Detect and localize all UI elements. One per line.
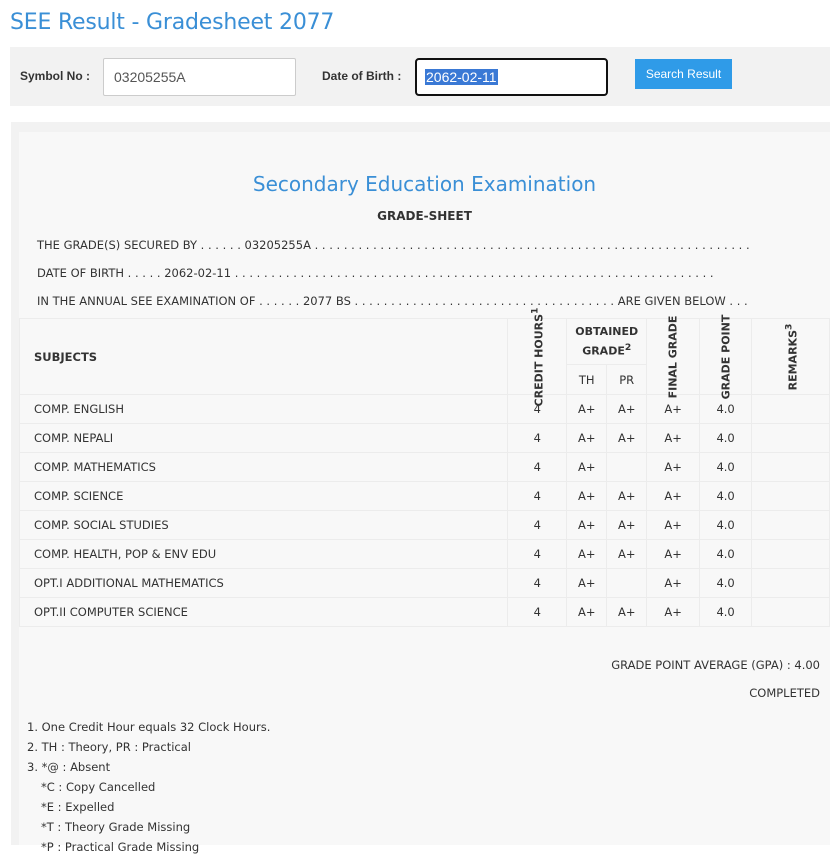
info-line-dob: DATE OF BIRTH . . . . . 2062-02-11 . . . . . . . . . . . . . . . . . . . . . . . . . . . . . . . . . . . . . . . . . . . . . . . . . . . . . . . . . . . . . . . . . .: [37, 266, 714, 280]
result-status: COMPLETED: [749, 686, 820, 700]
table-row: [20, 598, 830, 627]
dob-label: Date of Birth :: [322, 69, 402, 83]
exam-title: Secondary Education Examination: [252, 172, 597, 196]
footnote-practical-missing: *P : Practical Grade Missing: [41, 840, 200, 854]
subject-cell: COMP. MATHEMATICS: [20, 453, 508, 482]
subject-cell: COMP. NEPALI: [20, 424, 508, 453]
gp-cell: 4.0: [700, 424, 752, 453]
table-row: [20, 569, 830, 598]
th-cell: A+: [567, 424, 607, 453]
header-pr: PR: [607, 365, 647, 395]
footnote-theory-missing: *T : Theory Grade Missing: [41, 820, 191, 834]
table-row: [20, 482, 830, 511]
subject-cell: COMP. SOCIAL STUDIES: [20, 511, 508, 540]
credit-cell: 4: [508, 569, 567, 598]
header-grade-point-text: GRADE POINT: [719, 314, 733, 399]
credit-cell: 4: [508, 453, 567, 482]
footnote-credit-hour: 1. One Credit Hour equals 32 Clock Hours.: [27, 720, 271, 734]
subject-cell: OPT.I ADDITIONAL MATHEMATICS: [20, 569, 508, 598]
footnotes: [27, 717, 270, 857]
final-cell: A+: [647, 395, 700, 424]
th-cell: A+: [567, 540, 607, 569]
final-cell: A+: [647, 511, 700, 540]
footnote-absent: 3. *@ : Absent: [27, 760, 111, 774]
th-cell: A+: [567, 511, 607, 540]
footnote-copy-cancelled: *C : Copy Cancelled: [41, 780, 156, 794]
final-cell: A+: [647, 598, 700, 627]
credit-cell: 4: [508, 540, 567, 569]
header-remarks-sup: 3: [783, 323, 795, 330]
table-row: [20, 424, 830, 453]
gp-cell: 4.0: [700, 511, 752, 540]
gp-cell: 4.0: [700, 569, 752, 598]
header-final-grade: [647, 315, 700, 398]
th-cell: A+: [567, 598, 607, 627]
header-credit-hours-text: CREDIT HOURS: [532, 313, 546, 406]
final-cell: A+: [647, 424, 700, 453]
gradesheet-title: GRADE-SHEET: [377, 209, 472, 223]
dob-input[interactable]: [415, 58, 608, 96]
gradesheet-container: [11, 122, 830, 854]
credit-cell: 4: [508, 424, 567, 453]
th-cell: A+: [567, 569, 607, 598]
header-credit-sup: 1: [529, 307, 541, 314]
pr-cell: A+: [607, 395, 647, 424]
footnote-th-pr: 2. TH : Theory, PR : Practical: [27, 740, 191, 754]
subject-cell: COMP. HEALTH, POP & ENV EDU: [20, 540, 508, 569]
credit-cell: 4: [508, 511, 567, 540]
symbol-input[interactable]: [103, 58, 296, 96]
gp-cell: 4.0: [700, 482, 752, 511]
credit-cell: 4: [508, 482, 567, 511]
pr-cell: A+: [607, 598, 647, 627]
final-cell: A+: [647, 569, 700, 598]
remarks-cell: [752, 482, 830, 511]
remarks-cell: [752, 511, 830, 540]
header-th: TH: [567, 365, 607, 395]
remarks-cell: [752, 395, 830, 424]
header-obtained-sup: 2: [624, 341, 632, 353]
subject-cell: OPT.II COMPUTER SCIENCE: [20, 598, 508, 627]
info-line-secured-by: THE GRADE(S) SECURED BY . . . . . . 03205255A . . . . . . . . . . . . . . . . . . . . . . . . . . . . . . . . . . . . . . . . . . . . . . . . . . . . . . . . . . . .: [37, 238, 750, 252]
search-result-button[interactable]: Search Result: [635, 59, 732, 89]
gp-cell: 4.0: [700, 598, 752, 627]
th-cell: A+: [567, 395, 607, 424]
pr-cell: A+: [607, 511, 647, 540]
gp-cell: 4.0: [700, 540, 752, 569]
header-obtained-grade: [567, 319, 647, 365]
th-cell: A+: [567, 482, 607, 511]
remarks-cell: [752, 598, 830, 627]
credit-cell: 4: [508, 598, 567, 627]
dob-selection: 2062-02-11: [426, 69, 497, 85]
subject-cell: COMP. ENGLISH: [20, 395, 508, 424]
table-row: [20, 395, 830, 424]
gradesheet: [19, 132, 830, 854]
gp-cell: 4.0: [700, 395, 752, 424]
credit-cell: 4: [508, 395, 567, 424]
remarks-cell: [752, 540, 830, 569]
th-cell: A+: [567, 453, 607, 482]
header-credit-hours: [508, 307, 567, 406]
final-cell: A+: [647, 453, 700, 482]
search-panel: [10, 47, 830, 106]
header-grade-point: [700, 314, 752, 399]
pr-cell: A+: [607, 540, 647, 569]
grades-table: [19, 307, 830, 627]
remarks-cell: [752, 453, 830, 482]
remarks-cell: [752, 424, 830, 453]
table-row: [20, 540, 830, 569]
table-row: [20, 511, 830, 540]
pr-cell: A+: [607, 482, 647, 511]
footnote-expelled: *E : Expelled: [41, 800, 115, 814]
pr-cell: [607, 453, 647, 482]
gpa-summary: GRADE POINT AVERAGE (GPA) : 4.00: [611, 658, 820, 672]
final-cell: A+: [647, 482, 700, 511]
header-remarks: [752, 319, 830, 395]
subject-cell: COMP. SCIENCE: [20, 482, 508, 511]
header-remarks-text: REMARKS: [785, 329, 799, 390]
table-row: [20, 453, 830, 482]
symbol-label: Symbol No :: [20, 69, 91, 83]
remarks-cell: [752, 569, 830, 598]
pr-cell: [607, 569, 647, 598]
page-title: SEE Result - Gradesheet 2077: [10, 10, 335, 35]
info-line-exam: IN THE ANNUAL SEE EXAMINATION OF . . . . . . 2077 BS . . . . . . . . . . . . . . . . . . . . . . . . . . . . . . . . . . . . ARE GIVEN BELOW . . .: [37, 294, 748, 308]
pr-cell: A+: [607, 424, 647, 453]
header-subjects: SUBJECTS: [20, 319, 508, 395]
header-obtained-grade-text: OBTAINED GRADE: [575, 324, 639, 358]
final-cell: A+: [647, 540, 700, 569]
gp-cell: 4.0: [700, 453, 752, 482]
header-final-grade-text: FINAL GRADE: [666, 315, 680, 398]
